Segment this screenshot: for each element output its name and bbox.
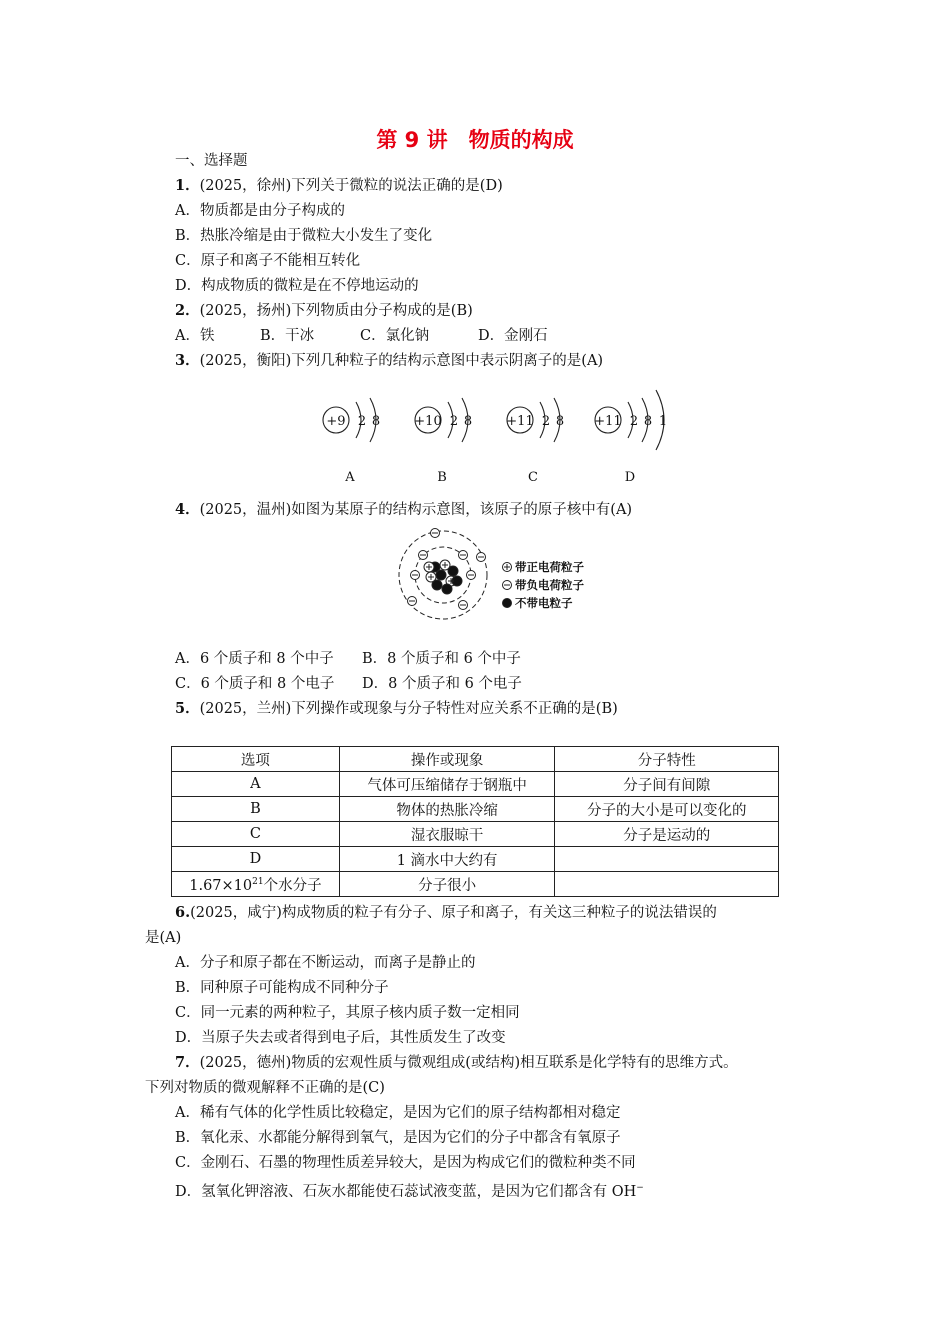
particle-a-shell-1: 2 [357,414,367,429]
question-text: (2025，衡阳)下列几种粒子的结构示意图中表示阴离子的是(A) [199,353,604,369]
q1-option-d: D．构成物质的微粒是在不停地运动的 [175,278,419,294]
particle-b-nucleus: +10 [414,414,442,429]
q1-option-b: B．热胀冷缩是由于微粒大小发生了变化 [175,228,433,244]
q2-option-d: D．金刚石 [478,328,548,344]
particle-c-label: C [528,470,538,485]
question-7-stem [175,1053,738,1073]
q1-option-c: C．原子和离子不能相互转化 [175,253,361,269]
page-title: 第 9 讲 物质的构成 [376,128,574,152]
q6-option-a: A．分子和原子都在不断运动，而离子是静止的 [175,955,476,971]
legend-positive-label: 带正电荷粒子 [515,560,584,574]
particle-a-nucleus: +9 [326,414,346,429]
q7-option-d [175,1178,644,1202]
question-2-stem [175,301,473,321]
q4-option-d: D．8 个质子和 6 个电子 [362,676,522,692]
q1-option-a: A．物质都是由分子构成的 [175,203,345,219]
particle-d-label: D [624,470,636,485]
q2-option-a: A．铁 [175,328,215,344]
number-base: 1.67×10 [189,877,253,894]
table-cell: 分子很小 [339,872,555,897]
number-exponent: 21 [252,876,264,887]
particle-d-shell-3: 1 [658,414,668,429]
question-number: 6. [175,904,191,921]
question-number: 1． [175,177,200,194]
table-header-cell: 分子特性 [555,747,779,772]
legend-neutral-icon [503,599,512,608]
q4-option-c: C．6 个质子和 8 个电子 [175,676,335,692]
particle-c-shell-1: 2 [541,414,551,429]
table-header-cell: 选项 [172,747,340,772]
question-text: (2025，兰州)下列操作或现象与分子特性对应关系不正确的是(B) [199,701,618,717]
table-cell: 分子间有间隙 [555,772,779,797]
number-unit: 个水分子 [263,877,322,894]
question-number: 5． [175,700,200,717]
neutron-icon [442,584,452,594]
table-header-cell: 操作或现象 [339,747,555,772]
q7-option-a: A．稀有气体的化学性质比较稳定，是因为它们的原子结构都相对稳定 [175,1105,621,1121]
particle-c-shell-2: 8 [555,414,565,429]
table-cell [555,847,779,872]
question-6-stem-cont: 是(A) [145,930,182,946]
question-number: 4． [175,501,200,518]
question-text: (2025，咸宁)构成物质的粒子有分子、原子和离子，有关这三种粒子的说法错误的 [190,905,717,921]
table-cell: 1 滴水中大约有 [339,847,555,872]
particle-structure-diagrams [300,380,680,490]
question-1-stem [175,176,503,196]
table-cell: 物体的热胀冷缩 [339,797,555,822]
question-3-stem [175,351,603,371]
table-cell: 分子是运动的 [555,822,779,847]
atom-structure-diagram [395,527,605,637]
q5-table [171,746,779,897]
question-7-stem-cont: 下列对物质的微观解释不正确的是(C) [145,1080,385,1096]
q2-option-b: B．干冰 [260,328,315,344]
q6-option-c: C．同一元素的两种粒子，其原子核内质子数一定相同 [175,1005,520,1021]
table-cell: 湿衣服晾干 [339,822,555,847]
question-text: (2025，温州)如图为某原子的结构示意图，该原子的原子核中有(A) [199,502,633,518]
table-row [172,772,779,797]
question-4-stem [175,500,632,520]
question-text: (2025，德州)物质的宏观性质与微观组成(或结构)相互联系是化学特有的思维方式。 [199,1055,738,1071]
table-cell [172,872,340,897]
particle-a-label: A [345,470,355,485]
table-cell: C [172,822,340,847]
q6-option-d: D．当原子失去或者得到电子后，其性质发生了改变 [175,1030,506,1046]
particle-d-shell-2: 8 [643,414,653,429]
table-cell: B [172,797,340,822]
q4-option-b: B．8 个质子和 6 个中子 [362,651,521,667]
neutron-icon [448,566,458,576]
table-cell: 分子的大小是可以变化的 [555,797,779,822]
particle-d-shell-1: 2 [629,414,639,429]
q4-option-a: A．6 个质子和 8 个中子 [175,651,334,667]
table-row [172,822,779,847]
particle-c-nucleus: +11 [506,414,534,429]
table-cell [555,872,779,897]
particle-b-shell-1: 2 [449,414,459,429]
table-row [172,847,779,872]
neutron-icon [436,570,446,580]
q2-option-c: C．氯化钠 [360,328,430,344]
ion-charge: − [636,1183,644,1193]
table-cell: A [172,772,340,797]
question-number: 7． [175,1054,200,1071]
particle-b-shell-2: 8 [463,414,473,429]
particle-a-shell-2: 8 [371,414,381,429]
question-number: 2． [175,302,200,319]
legend-neutral-label: 不带电粒子 [515,596,573,610]
q6-option-b: B．同种原子可能构成不同种分子 [175,980,389,996]
q7-option-c: C．金刚石、石墨的物理性质差异较大，是因为构成它们的微粒种类不同 [175,1155,636,1171]
table-cell: 气体可压缩储存于钢瓶中 [339,772,555,797]
section-heading: 一、选择题 [175,153,248,169]
table-row [172,872,779,897]
question-5-stem [175,699,618,719]
particle-b-label: B [437,470,447,485]
table-header-row [172,747,779,772]
q7-option-b: B．氧化汞、水都能分解得到氧气，是因为它们的分子中都含有氧原子 [175,1130,621,1146]
question-number: 3． [175,352,200,369]
question-text: (2025，扬州)下列物质由分子构成的是(B) [199,303,473,319]
particle-d-nucleus: +11 [594,414,622,429]
table-cell: D [172,847,340,872]
neutron-icon [432,580,442,590]
legend-negative-label: 带负电荷粒子 [515,578,584,592]
option-text: D．氢氧化钾溶液、石灰水都能使石蕊试液变蓝，是因为它们都含有 OH [175,1183,637,1200]
question-text: (2025，徐州)下列关于微粒的说法正确的是(D) [199,178,503,194]
table-row [172,797,779,822]
question-6-stem [175,903,717,923]
